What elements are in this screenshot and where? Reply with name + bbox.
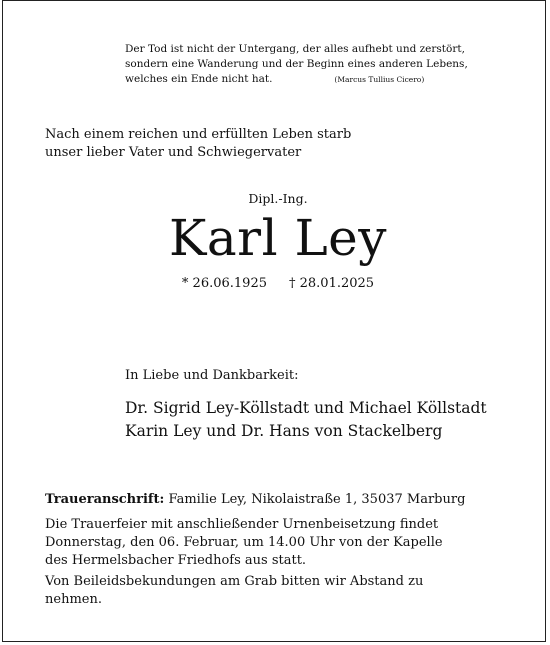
quote-block [125, 42, 525, 87]
mourner-name: Karin Ley und Dr. Hans von Stackelberg [125, 422, 443, 440]
mourners-list [125, 397, 545, 443]
mourner-name: Dr. Sigrid Ley-Köllstadt und Michael Köllstadt [125, 399, 487, 417]
ceremony-line: Donnerstag, den 06. Februar, um 14.00 Uhr von der Kapelle [45, 535, 443, 550]
quote-line: sondern eine Wanderung und der Beginn eines anderen Lebens, [125, 58, 468, 70]
life-dates [3, 276, 550, 291]
quote-line-text: welches ein Ende nicht hat. [125, 73, 273, 85]
condolence-line: Von Beileidsbekundungen am Grab bitten wir Abstand zu [45, 574, 424, 589]
address-line [45, 491, 535, 509]
mourners-heading: In Liebe und Dankbarkeit: [125, 368, 299, 383]
ceremony-line: Die Trauerfeier mit anschließender Urnenbeisetzung findet [45, 517, 439, 532]
academic-title: Dipl.-Ing. [248, 191, 308, 206]
birth-date: * 26.06.1925 [181, 276, 267, 291]
quote-author: (Marcus Tullius Cicero) [334, 75, 425, 84]
intro-text [45, 126, 515, 162]
intro-line: Nach einem reichen und erfüllten Leben starb [45, 127, 352, 142]
address-value: Familie Ley, Nikolaistraße 1, 35037 Marburg [168, 492, 466, 507]
quote-line: Der Tod ist nicht der Untergang, der alles aufhebt und zerstört, [125, 43, 465, 55]
quote-line-last [125, 72, 525, 87]
ceremony-line: des Hermelsbacher Friedhofs aus statt. [45, 553, 307, 568]
death-date: † 28.01.2025 [289, 276, 375, 291]
intro-line: unser lieber Vater und Schwiegervater [45, 145, 302, 160]
condolence-line: nehmen. [45, 592, 102, 607]
address-label: Traueranschrift: [45, 492, 165, 507]
deceased-name: Karl Ley [169, 209, 387, 267]
condolence-text [45, 573, 535, 609]
notice-frame [2, 0, 546, 642]
ceremony-text [45, 516, 535, 570]
